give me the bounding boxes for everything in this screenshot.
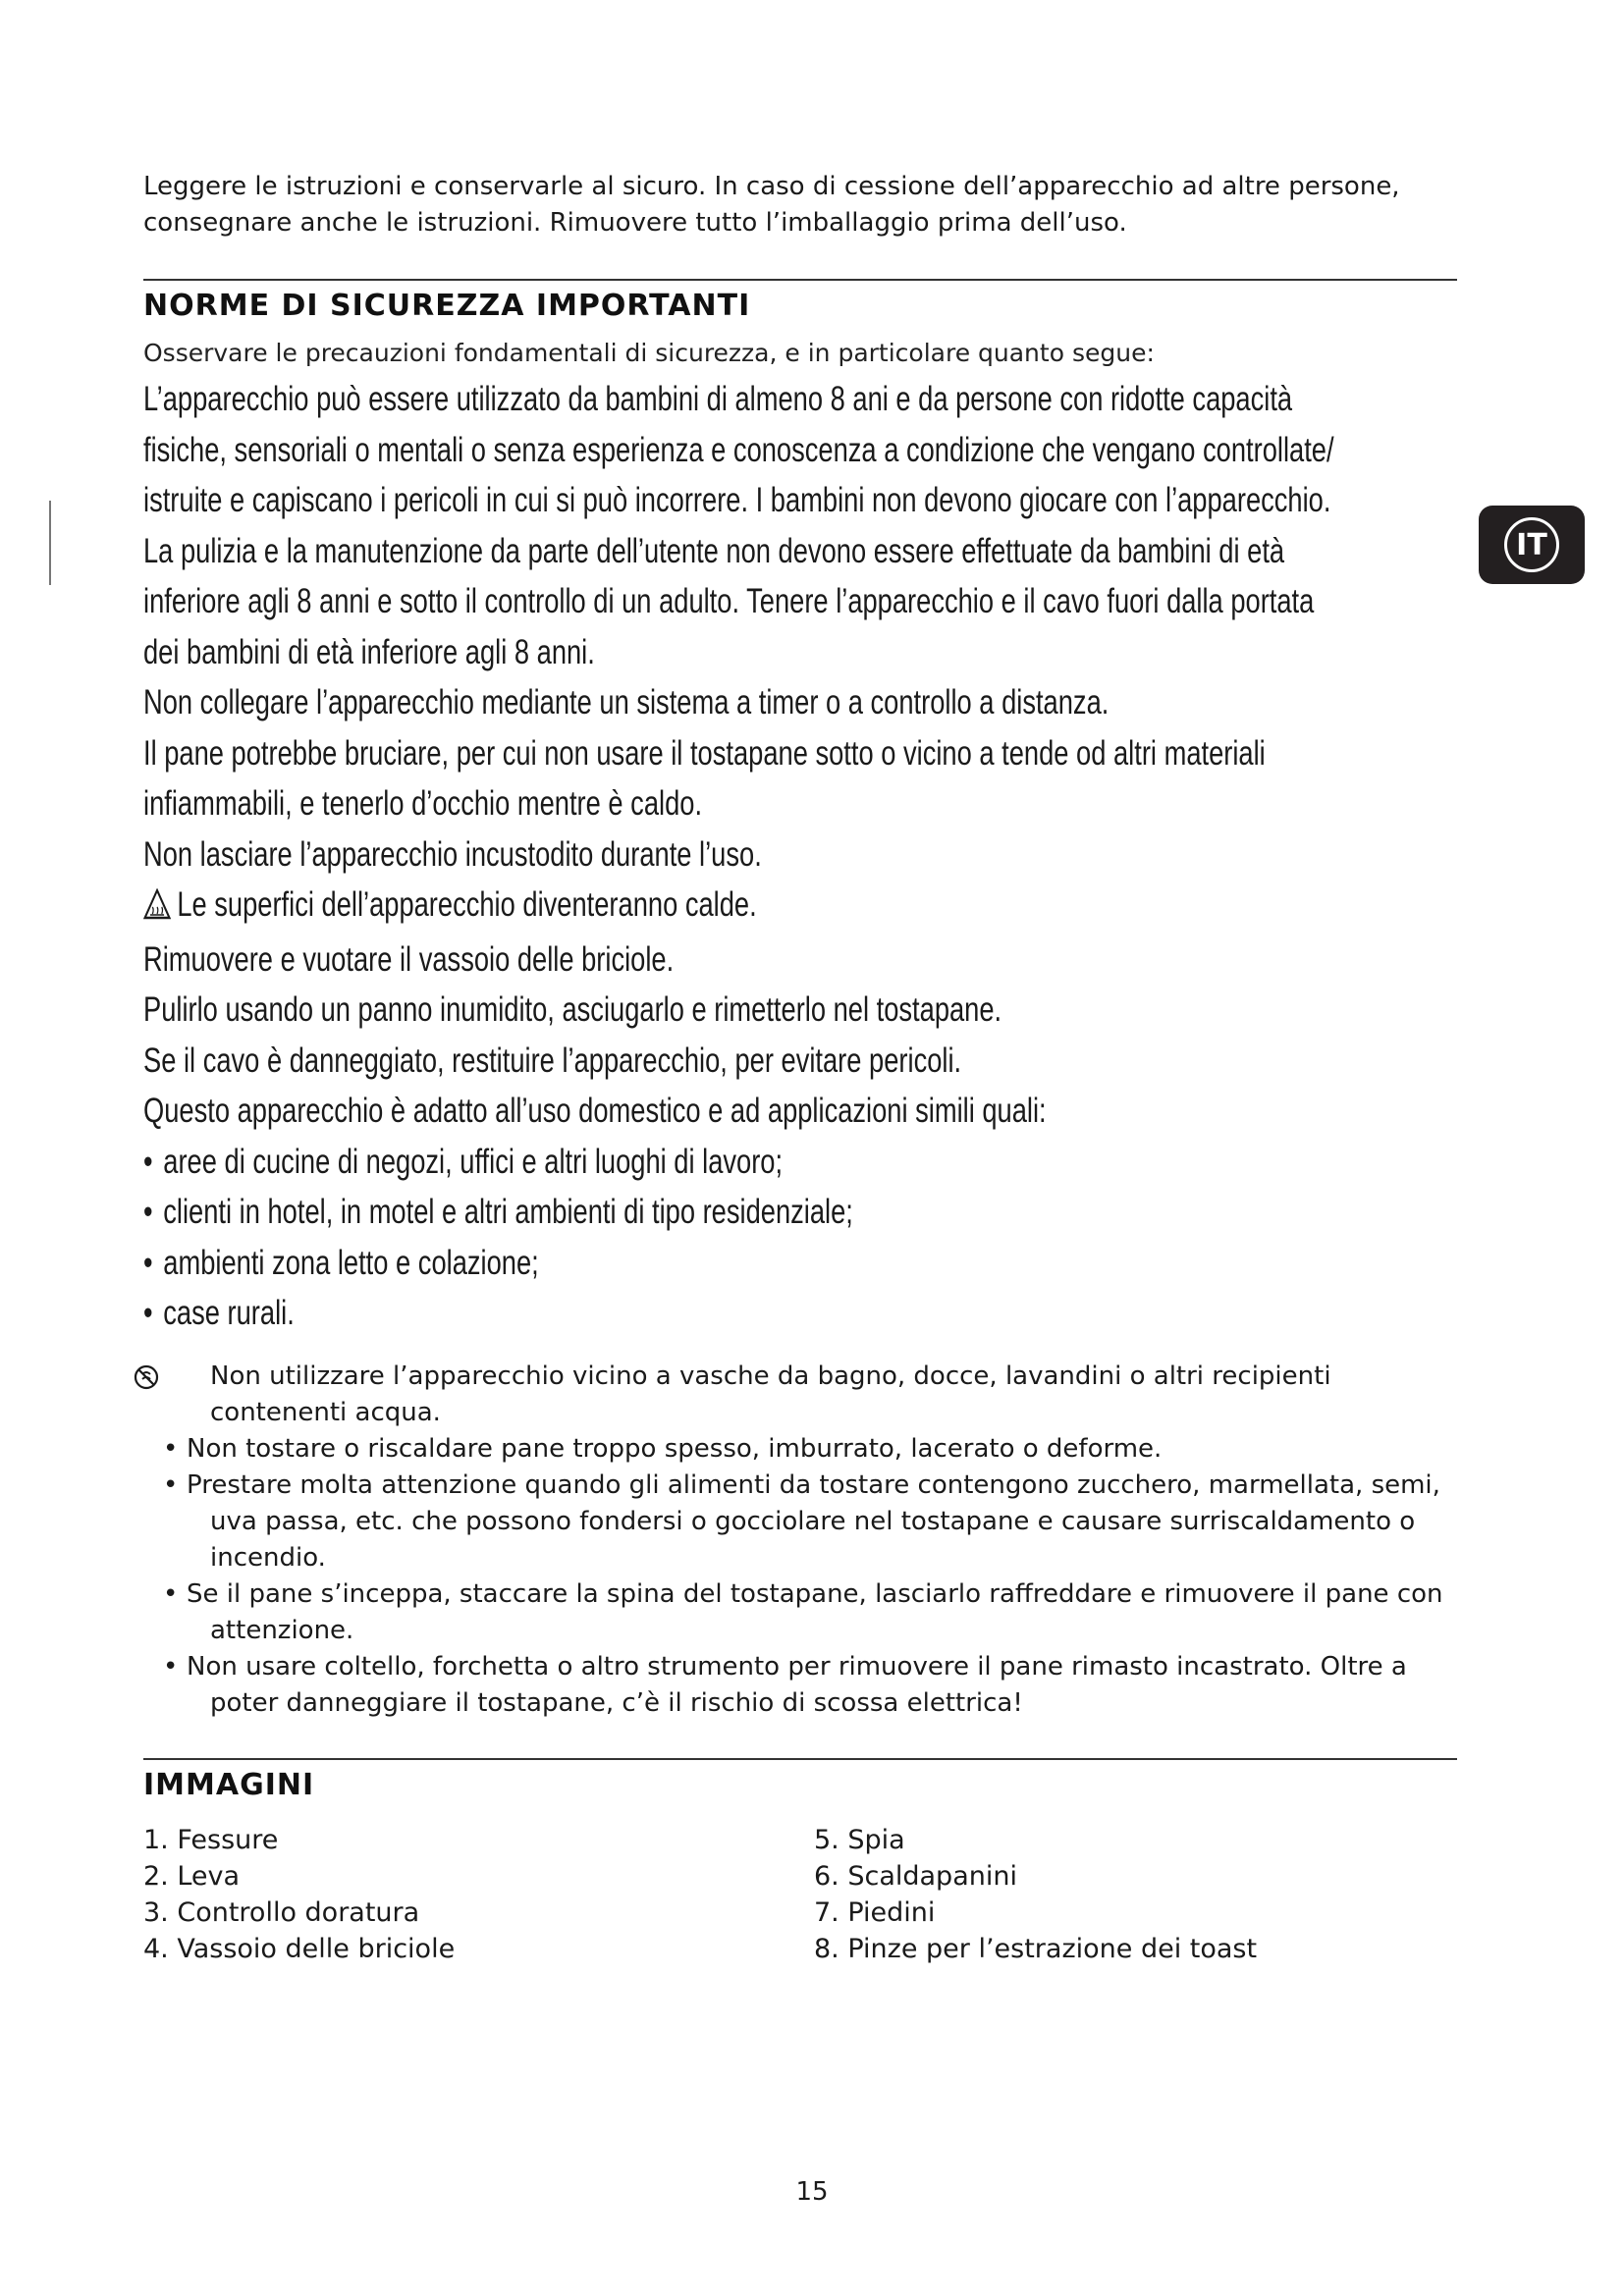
part-item: 5. Spia (814, 1825, 905, 1855)
part-item: 7. Piedini (814, 1897, 936, 1928)
usage-bullet (143, 1238, 1185, 1289)
bullet-icon: • (163, 1652, 179, 1682)
safety-line: Non collegare l’apparecchio mediante un sistema a timer o a controllo a distanza. (143, 683, 1110, 721)
safety-line: Pulirlo usando un panno inumidito, asciugarlo e rimetterlo nel tostapane. (143, 990, 1002, 1029)
water-warning (132, 1359, 1447, 1431)
safety-line: Rimuovere e vuotare il vassoio delle briciole. (143, 939, 675, 979)
images-heading: IMMAGINI (143, 1768, 315, 1802)
safety-line: L’apparecchio può essere utilizzato da bambini di almeno 8 ani e da persone con ridotte capacità (143, 380, 1293, 418)
part-item: 1. Fessure (143, 1825, 279, 1855)
usage-bullet-text: clienti in hotel, in motel e altri ambienti di tipo residenziale; (163, 1193, 853, 1231)
small-bullet-text: Non tostare o riscaldare pane troppo spesso, imburrato, lacerato o deforme. (187, 1434, 1163, 1464)
parts-list-left (143, 1822, 455, 1967)
small-bullet (132, 1468, 1447, 1576)
intro-line: consegnare anche le istruzioni. Rimuovere tutto l’imballaggio prima dell’uso. (143, 208, 1127, 238)
hot-surface-icon (143, 883, 171, 934)
water-warning-text: Non utilizzare l’apparecchio vicino a vasche da bagno, docce, lavandini o altri recipienti contenenti acqua. (210, 1362, 1331, 1427)
safety-line: Non lasciare l’apparecchio incustodito durante l’uso. (143, 834, 762, 874)
safety-line: istruite e capiscano i pericoli in cui si può incorrere. I bambini non devono giocare con l’apparecchio. (143, 481, 1331, 519)
parts-list-right (814, 1822, 1257, 1967)
part-item: 6. Scaldapanini (814, 1861, 1017, 1892)
part-item: 3. Controllo doratura (143, 1897, 420, 1928)
bullet-icon: • (143, 1294, 153, 1332)
usage-bullet-text: ambienti zona letto e colazione; (163, 1243, 539, 1282)
safety-line: fisiche, sensoriali o mentali o senza esperienza e conoscenza a condizione che vengano controllate/ (143, 430, 1334, 469)
section-divider (143, 1758, 1457, 1760)
bullet-icon: • (143, 1193, 153, 1231)
bullet-icon: • (163, 1434, 179, 1464)
no-water-icon (132, 1359, 210, 1401)
safety-instructions (143, 374, 1334, 1339)
language-badge (1479, 506, 1585, 584)
safety-line: Questo apparecchio è adatto all’uso domestico e ad applicazioni simili quali: (143, 1092, 1047, 1130)
hot-surface-warning (143, 880, 1185, 934)
safety-line: La pulizia e la manutenzione da parte dell’utente non devono essere effettuate da bambini di età (143, 531, 1285, 570)
small-bullet (132, 1649, 1447, 1722)
intro-paragraph (143, 169, 1439, 241)
additional-warnings (132, 1359, 1447, 1722)
small-bullet-text: Prestare molta attenzione quando gli alimenti da tostare contengono zucchero, marmellata, semi, uva passa, etc. che possono fondersi o gocciolare nel tostapane e causare surriscaldamento o incendio. (187, 1470, 1440, 1573)
safety-line: Il pane potrebbe bruciare, per cui non usare il tostapane sotto o vicino a tende od altri materiali (143, 733, 1266, 773)
small-bullet (132, 1576, 1447, 1649)
safety-line: dei bambini di età inferiore agli 8 anni. (143, 632, 595, 671)
intro-line: Leggere le istruzioni e conservarle al sicuro. In caso di cessione dell’apparecchio ad altre persone, (143, 172, 1400, 201)
bullet-icon: • (163, 1470, 179, 1500)
bullet-icon: • (143, 1142, 153, 1181)
usage-bullet (143, 1187, 1185, 1238)
usage-bullet (143, 1137, 1185, 1188)
safety-line: inferiore agli 8 anni e sotto il controllo di un adulto. Tenere l’apparecchio e il cavo fuori dalla portata (143, 582, 1315, 620)
small-bullet-text: Se il pane s’inceppa, staccare la spina del tostapane, lasciarlo raffreddare e rimuovere il pane con attenzione. (187, 1579, 1443, 1645)
part-item: 2. Leva (143, 1861, 241, 1892)
precaution-intro: Osservare le precauzioni fondamentali di sicurezza, e in particolare quanto segue: (143, 339, 1155, 367)
margin-mark (49, 501, 51, 585)
hot-surface-text: Le superfici dell’apparecchio diventeranno calde. (177, 885, 757, 924)
page-number: 15 (795, 2177, 829, 2207)
small-bullet (132, 1431, 1447, 1468)
safety-heading: NORME DI SICUREZZA IMPORTANTI (143, 289, 751, 323)
part-item: 4. Vassoio delle briciole (143, 1934, 456, 1964)
language-badge-label: IT (1504, 517, 1559, 572)
usage-bullet (143, 1288, 1185, 1339)
safety-line: infiammabili, e tenerlo d’occhio mentre è caldo. (143, 784, 703, 823)
section-divider (143, 279, 1457, 281)
small-bullet-text: Non usare coltello, forchetta o altro strumento per rimuovere il pane rimasto incastrato. Oltre a poter danneggiare il tostapane, c’è il rischio di scossa elettrica! (187, 1652, 1407, 1718)
usage-bullet-text: case rurali. (163, 1294, 295, 1332)
bullet-icon: • (143, 1243, 153, 1282)
safety-line: Se il cavo è danneggiato, restituire l’apparecchio, per evitare pericoli. (143, 1041, 962, 1080)
usage-bullet-text: aree di cucine di negozi, uffici e altri luoghi di lavoro; (163, 1142, 784, 1181)
bullet-icon: • (163, 1579, 179, 1609)
part-item: 8. Pinze per l’estrazione dei toast (814, 1934, 1258, 1964)
